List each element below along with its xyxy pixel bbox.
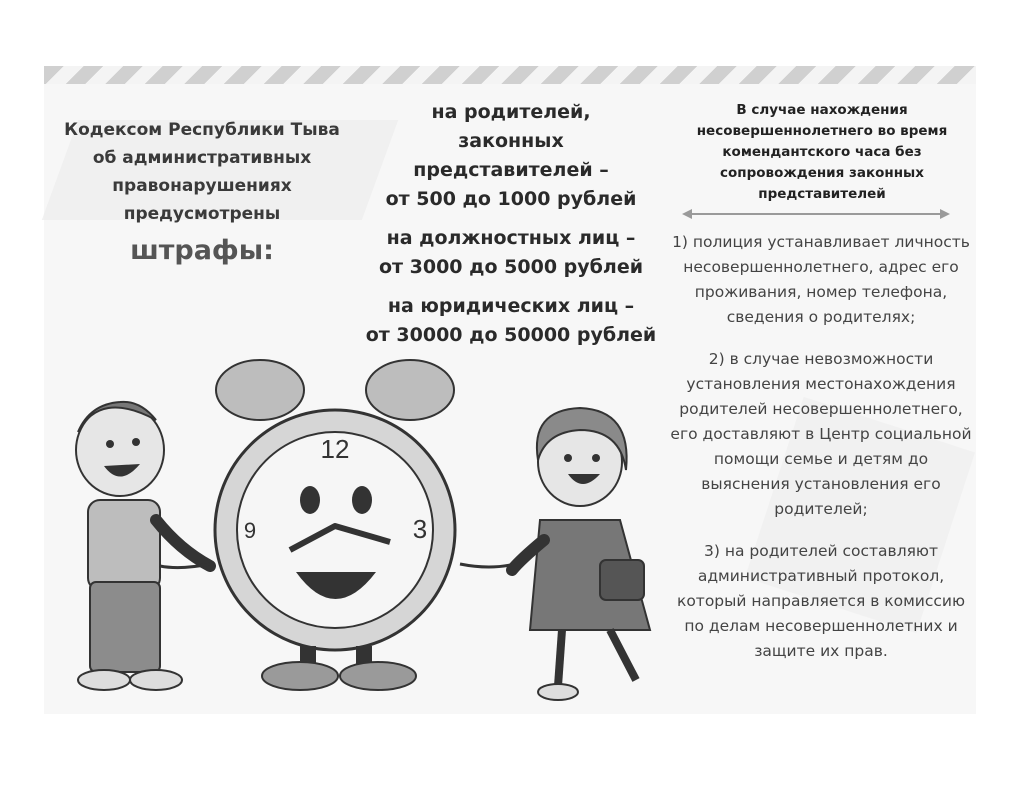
procedure-line: родителей несовершеннолетнего, <box>679 400 963 418</box>
procedure-line: установления местонахождения <box>686 375 956 393</box>
procedure-line: его доставляют в Центр социальной <box>670 425 972 443</box>
fine-line: от 500 до 1000 рублей <box>385 188 637 210</box>
fines-headline: штрафы: <box>130 235 274 266</box>
procedure-line: 1) полиция устанавливает личность <box>672 233 970 251</box>
fine-line: на должностных лиц – <box>386 227 636 249</box>
fines-list <box>356 98 666 350</box>
fine-line: представителей – <box>413 159 609 181</box>
procedure-line: помощи семье и детям до <box>713 450 929 468</box>
procedure-line: по делам несовершеннолетних и <box>684 617 958 635</box>
curfew-heading-line: В случае нахождения <box>736 102 908 118</box>
law-intro-line: предусмотрены <box>123 204 281 224</box>
clock-number-3: 3 <box>412 514 428 544</box>
boy-illustration <box>76 402 210 690</box>
procedure-line: выяснения установления его <box>701 475 941 493</box>
fine-line: законных <box>458 130 564 152</box>
fine-line: от 30000 до 50000 рублей <box>365 324 657 346</box>
fine-parents <box>356 98 666 214</box>
procedure-item-2 <box>658 347 984 522</box>
girl-illustration <box>512 408 650 700</box>
procedure-line: проживания, номер телефона, <box>694 283 948 301</box>
clock-number-9: 9 <box>243 518 257 543</box>
double-arrow-icon <box>682 208 950 220</box>
law-intro-line: Кодексом Республики Тыва <box>64 120 340 140</box>
curfew-heading-line: комендантского часа без <box>722 144 922 160</box>
procedure-line: родителей; <box>774 500 868 518</box>
fine-line: на родителей, <box>431 101 591 123</box>
fine-line: от 3000 до 5000 рублей <box>378 256 644 278</box>
procedure-line: административный протокол, <box>697 567 945 585</box>
law-intro-block <box>46 116 358 274</box>
procedure-item-3 <box>658 539 984 664</box>
top-stripe-border <box>44 66 976 84</box>
procedure-line: 3) на родителей составляют <box>703 542 938 560</box>
curfew-heading-line: несовершеннолетнего во время <box>696 123 948 139</box>
curfew-heading-line: сопровождения законных <box>720 165 924 181</box>
procedure-line: защите их прав. <box>754 642 888 660</box>
fine-officials <box>356 224 666 282</box>
curfew-heading <box>676 100 968 205</box>
fine-legal-entities <box>356 292 666 350</box>
procedure-item-1 <box>658 230 984 330</box>
curfew-procedure <box>658 230 984 681</box>
curfew-heading-line: представителей <box>758 186 886 202</box>
alarm-clock-illustration <box>160 360 515 690</box>
procedure-line: который направляется в комиссию <box>676 592 966 610</box>
law-intro-line: правонарушениях <box>112 176 292 196</box>
law-intro-line: об административных <box>92 148 312 168</box>
clock-number-12: 12 <box>320 434 350 464</box>
procedure-line: несовершеннолетнего, адрес его <box>683 258 959 276</box>
procedure-line: сведения о родителях; <box>726 308 916 326</box>
fine-line: на юридических лиц – <box>387 295 635 317</box>
procedure-line: 2) в случае невозможности <box>708 350 934 368</box>
kids-and-clock-illustration <box>60 350 660 710</box>
